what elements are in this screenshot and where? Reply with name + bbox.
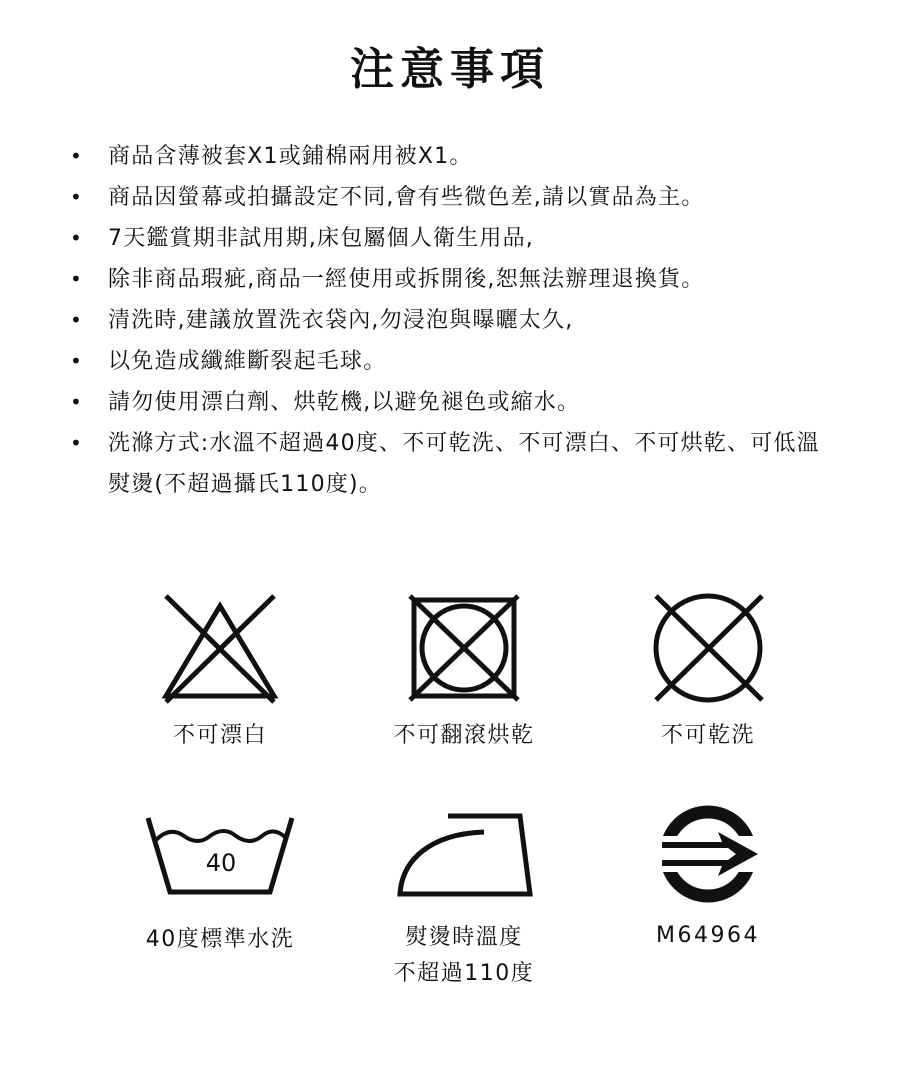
no-bleach-label: 不可漂白 [172, 723, 267, 748]
bullet: • [70, 185, 83, 209]
bullet: • [70, 308, 83, 332]
bullet: • [70, 144, 83, 168]
list-item [70, 177, 850, 218]
wash-40-label: 40度標準水洗 [145, 927, 295, 952]
notes-list [70, 136, 850, 505]
no-tumble-dry-label: 不可翻滾烘乾 [393, 723, 535, 748]
iron-icon [396, 810, 536, 900]
list-item [70, 300, 850, 341]
note-text: 清洗時,建議放置洗衣袋內,勿浸泡與曝曬太久, [108, 308, 574, 333]
certification-number: M64964 [656, 923, 760, 948]
bullet: • [70, 349, 83, 373]
list-item [70, 218, 850, 259]
note-text: 商品含薄被套X1或鋪棉兩用被X1。 [108, 144, 473, 169]
bullet: • [70, 226, 83, 250]
note-text: 7天鑑賞期非試用期,床包屬個人衛生用品, [108, 226, 534, 251]
iron-label-line2: 不超過110度 [393, 961, 535, 986]
note-text: 以免造成纖維斷裂起毛球。 [108, 349, 387, 374]
wash-temperature: 40 [205, 849, 237, 877]
iron-label-line1: 熨燙時溫度 [405, 925, 523, 950]
bullet: • [70, 431, 83, 455]
page-title: 注意事項 [350, 44, 550, 95]
list-item [70, 259, 850, 300]
note-text: 商品因螢幕或拍攝設定不同,會有些微色差,請以實品為主。 [108, 185, 705, 210]
bullet: • [70, 267, 83, 291]
no-dry-clean-icon [648, 592, 768, 704]
note-text: 請勿使用漂白劑、烘乾機,以避免褪色或縮水。 [108, 390, 581, 415]
list-item [70, 382, 850, 423]
no-tumble-dry-icon [406, 592, 522, 704]
no-dry-clean-label: 不可乾洗 [660, 723, 755, 748]
note-text: 除非商品瑕疵,商品一經使用或拆開後,恕無法辦理退換貨。 [108, 267, 705, 292]
note-text: 洗滌方式:水溫不超過40度、不可乾洗、不可漂白、不可烘乾、可低溫熨燙(不超過攝氏110度)。 [108, 431, 820, 497]
list-item [70, 423, 838, 505]
list-item [70, 136, 850, 177]
list-item [70, 341, 850, 382]
bullet: • [70, 390, 83, 414]
no-bleach-icon [160, 592, 280, 704]
bsmi-mark-icon [656, 802, 760, 906]
